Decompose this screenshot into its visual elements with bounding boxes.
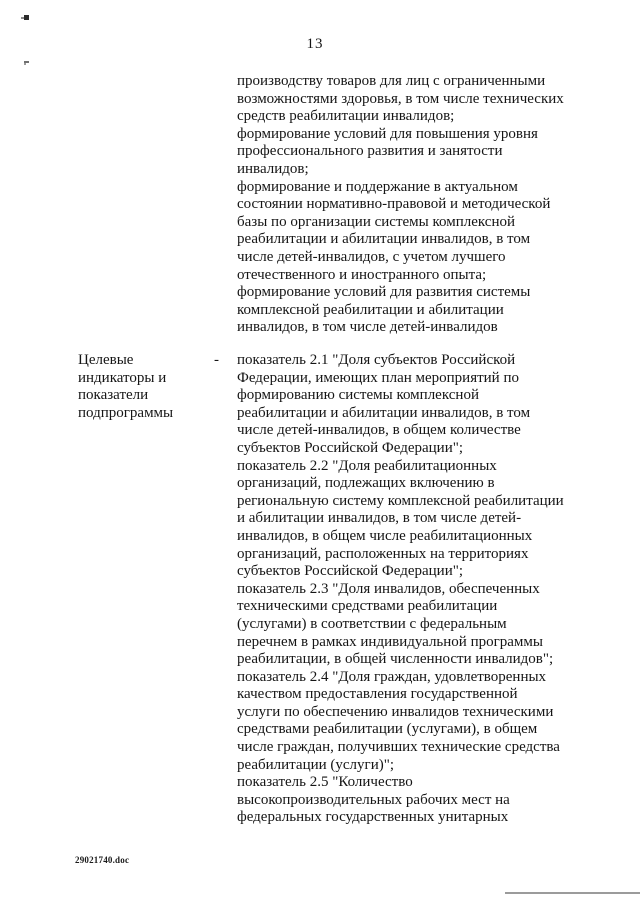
- text-line: показатель 2.5 "Количество: [237, 774, 413, 791]
- label-line: подпрограммы: [78, 404, 174, 421]
- text-line: числе граждан, получивших технические средства: [237, 739, 560, 756]
- program-tasks-continuation-text: [237, 73, 564, 337]
- scan-artifact-speck: [24, 61, 29, 63]
- text-line: показатель 2.4 "Доля граждан, удовлетворенных: [237, 668, 547, 685]
- text-line: региональную систему комплексной реабилитации: [237, 492, 564, 509]
- text-line: числе детей-инвалидов, в общем количестве: [237, 422, 521, 439]
- text-line: инвалидов, в общем числе реабилитационных: [237, 527, 533, 544]
- targets-indicators-text: [237, 352, 564, 827]
- text-line: средств реабилитации инвалидов;: [237, 108, 455, 125]
- text-line: формирование условий для развития системы: [237, 284, 531, 301]
- scan-artifact-speck: [24, 15, 29, 20]
- text-line: показатель 2.2 "Доля реабилитационных: [237, 457, 497, 474]
- text-line: перечнем в рамках индивидуальной программы: [237, 633, 543, 650]
- text-line: показатель 2.3 "Доля инвалидов, обеспеченных: [237, 580, 540, 597]
- text-line: Федерации, имеющих план мероприятий по: [237, 369, 519, 386]
- text-line: производству товаров для лиц с ограниченными: [237, 73, 546, 89]
- text-line: инвалидов, в том числе детей-инвалидов: [237, 319, 498, 336]
- targets-indicators-label: [78, 352, 173, 422]
- text-line: базы по организации системы комплексной: [237, 213, 516, 230]
- text-line: формирование условий для повышения уровня: [237, 125, 538, 142]
- text-line: федеральных государственных унитарных: [237, 809, 509, 826]
- text-line: возможностями здоровья, в том числе технических: [237, 90, 564, 107]
- text-line: техническими средствами реабилитации: [237, 598, 498, 615]
- text-line: качеством предоставления государственной: [237, 686, 518, 703]
- scan-edge-line: [505, 892, 640, 894]
- text-line: средствами реабилитации (услугами), в общем: [237, 721, 538, 738]
- list-dash: -: [214, 352, 219, 368]
- text-line: (услугами) в соответствии с федеральным: [237, 615, 507, 632]
- text-line: числе детей-инвалидов, с учетом лучшего: [237, 248, 506, 265]
- text-line: организаций, подлежащих включению в: [237, 475, 495, 492]
- text-line: формированию системы комплексной: [237, 387, 479, 404]
- text-line: комплексной реабилитации и абилитации: [237, 301, 504, 318]
- text-line: и абилитации инвалидов, в том числе детей-: [237, 510, 522, 527]
- text-line: реабилитации и абилитации инвалидов, в том: [237, 231, 531, 248]
- label-line: Целевые: [78, 352, 134, 368]
- text-line: реабилитации, в общей численности инвалидов";: [237, 651, 554, 668]
- label-line: показатели: [78, 387, 149, 404]
- text-line: реабилитации и абилитации инвалидов, в том: [237, 404, 531, 421]
- text-line: профессионального развития и занятости: [237, 143, 503, 160]
- text-line: показатель 2.1 "Доля субъектов Российской: [237, 352, 516, 368]
- text-line: формирование и поддержание в актуальном: [237, 178, 518, 195]
- text-line: субъектов Российской Федерации";: [237, 439, 464, 456]
- text-line: состоянии нормативно-правовой и методической: [237, 196, 551, 213]
- label-line: индикаторы и: [78, 369, 167, 386]
- text-line: реабилитации (услуги)";: [237, 756, 395, 773]
- page-number: 13: [306, 36, 324, 52]
- text-line: инвалидов;: [237, 160, 309, 177]
- footer-filename: 29021740.doc: [75, 855, 130, 865]
- text-line: отечественного и иностранного опыта;: [237, 266, 487, 283]
- text-line: высокопроизводительных рабочих мест на: [237, 791, 510, 808]
- text-line: услуги по обеспечению инвалидов техническими: [237, 703, 554, 720]
- text-line: организаций, расположенных на территориях: [237, 545, 529, 562]
- text-line: субъектов Российской Федерации";: [237, 563, 464, 580]
